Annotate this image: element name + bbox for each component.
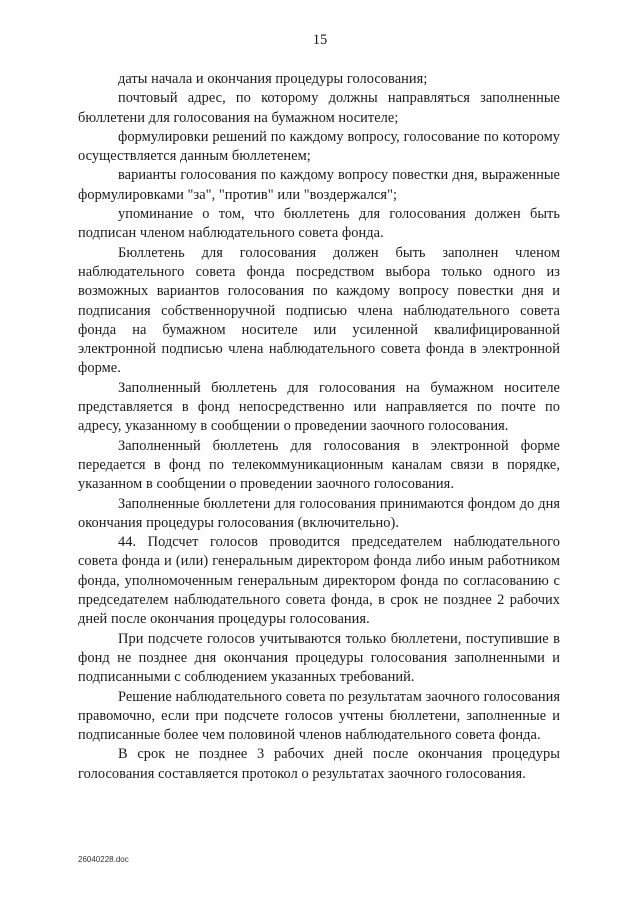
paragraph-decision-wording: формулировки решений по каждому вопросу, голосование по которому осуществляется данным бюллетенем;: [78, 128, 560, 165]
paragraph-voting-options: варианты голосования по каждому вопросу повестки дня, выраженные формулировками "за", "против" или "воздержался";: [78, 167, 560, 203]
paragraph-paper-ballot-submission: Заполненный бюллетень для голосования на бумажном носителе представляется в фонд непосредственно или направляется по почте по адресу, указанному в сообщении о проведении заочного голосования.: [78, 379, 560, 435]
page-number: 15: [312, 32, 328, 48]
paragraph-postal-address: почтовый адрес, по которому должны направляться заполненные бюллетени для голосования на бумажном носителе;: [78, 90, 560, 126]
paragraph-ballot-acceptance: Заполненные бюллетени для голосования принимаются фондом до дня окончания процедуры голосования (включительно).: [78, 495, 560, 531]
paragraph-protocol: В срок не позднее 3 рабочих дней после окончания процедуры голосования составляется протокол о результатах заочного голосования.: [78, 746, 560, 782]
paragraph-voting-dates: даты начала и окончания процедуры голосования;: [118, 71, 428, 87]
paragraph-quorum: Решение наблюдательного совета по результатам заочного голосования правомочно, если при подсчете голосов учтены бюллетени, заполненные и подписанные более чем половиной членов наблюдательного совета фонда.: [78, 688, 560, 744]
paragraph-counted-ballots: При подсчете голосов учитываются только бюллетени, поступившие в фонд не позднее дня окончания процедуры голосования заполненными и подписанными с соблюдением указанных требований.: [78, 630, 560, 686]
paragraph-signature-mention: упоминание о том, что бюллетень для голосования должен быть подписан членом наблюдательного совета фонда.: [78, 206, 560, 242]
document-body: [78, 70, 560, 784]
paragraph-electronic-ballot-submission: Заполненный бюллетень для голосования в электронной форме передается в фонд по телекоммуникационным каналам связи в порядке, указанном в сообщении о проведении заочного голосования.: [78, 437, 560, 493]
paragraph-vote-count: 44. Подсчет голосов проводится председателем наблюдательного совета фонда и (или) генеральным директором фонда либо иным работником фонда, уполномоченным генеральным директором фонда по согласованию с председателем наблюдательного совета фонда, в срок не позднее 2 рабочих дней после окончания процедуры голосования.: [78, 534, 560, 628]
footer-filename: 26040228.doc: [78, 855, 129, 864]
paragraph-ballot-completion: Бюллетень для голосования должен быть заполнен членом наблюдательного совета фонда посредством выбора только одного из возможных вариантов голосования по каждому вопросу повестки дня и подписания собственноручной подписью члена наблюдательного совета фонда на бумажном носителе или усиленной квалифицированной электронной подписью члена наблюдательного совета фонда в электронной форме.: [78, 244, 560, 377]
